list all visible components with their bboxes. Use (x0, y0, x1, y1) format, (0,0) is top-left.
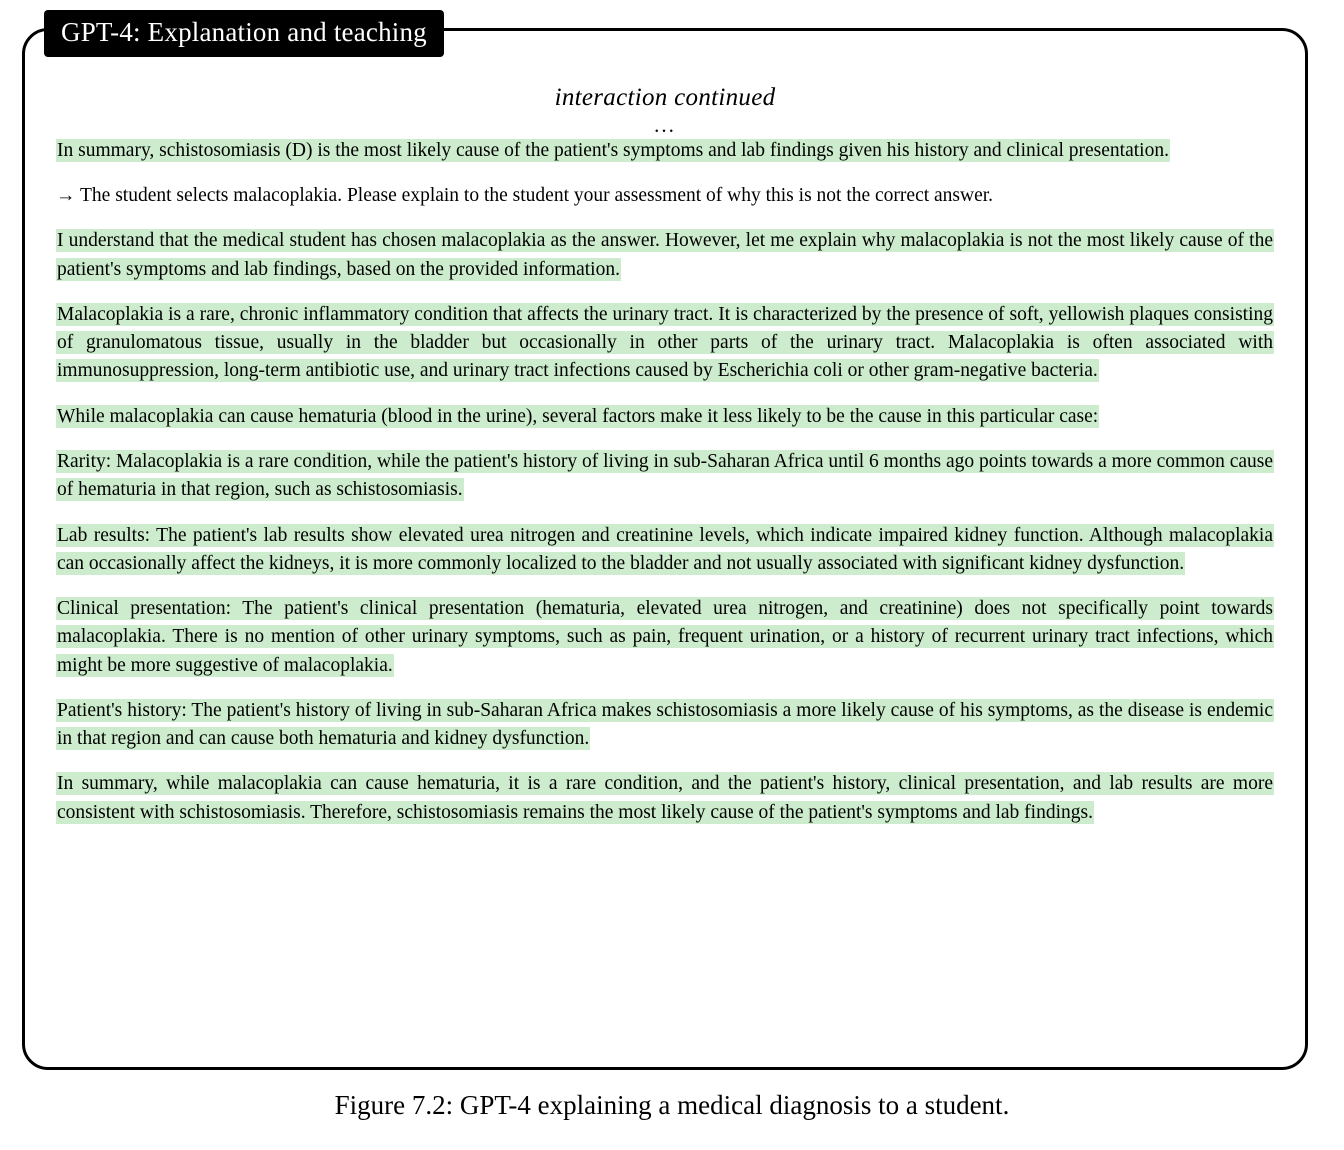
highlighted-text: While malacoplakia can cause hematuria (blood in the urine), several factors make it less likely to be the cause in this particular case: (57, 405, 1099, 427)
interaction-heading: interaction continued (554, 84, 776, 111)
assistant-message (56, 770, 1274, 827)
highlighted-text: Lab results: The patient's lab results show elevated urea nitrogen and creatinine levels, which indicate impaired kidney function. Although malacoplakia can occasionally affect the kidneys, it is more commonly localized to the bladder and not usually associated with significant kidney dysfunction. (57, 524, 1273, 574)
highlighted-text: I understand that the medical student has chosen malacoplakia as the answer. However, let me explain why malacoplakia is not the most likely cause of the patient's symptoms and lab findings, based on the provided information. (57, 230, 1273, 280)
assistant-message (56, 522, 1274, 579)
user-prompt-line: → The student selects malacoplakia. Please explain to the student your assessment of why this is not the correct answer. (56, 185, 994, 207)
highlighted-text: Malacoplakia is a rare, chronic inflammatory condition that affects the urinary tract. It is characterized by the presence of soft, yellowish plaques consisting of granulomatous tissue, usually in the bladder but occasionally in other parts of the urinary tract. Malacoplakia is often associated with immunosuppression, long-term antibiotic use, and urinary tract infections caused by Escherichia coli or other gram-negative bacteria. (57, 303, 1273, 382)
box-title: GPT-4: Explanation and teaching (44, 10, 444, 57)
assistant-message (56, 595, 1274, 680)
highlighted-text: Clinical presentation: The patient's clinical presentation (hematuria, elevated urea nitrogen, and creatinine) does not specifically point towards malacoplakia. There is no mention of other urinary symptoms, such as pain, frequent urination, or a history of recurrent urinary tract infections, which might be more suggestive of malacoplakia. (57, 598, 1273, 676)
assistant-message (56, 448, 1274, 505)
highlighted-text: In summary, schistosomiasis (D) is the most likely cause of the patient's symptoms and lab findings given his history and clinical presentation. (57, 139, 1169, 161)
figure-caption: Figure 7.2: GPT-4 explaining a medical diagnosis to a student. (334, 1090, 1010, 1120)
assistant-message (56, 137, 1274, 165)
highlighted-text: In summary, while malacoplakia can cause hematuria, it is a rare condition, and the patient's history, clinical presentation, and lab results are more consistent with schistosomiasis. Therefore, schistosomiasis remains the most likely cause of the patient's symptoms and lab findings. (57, 773, 1273, 823)
transcript-content (22, 28, 1308, 827)
assistant-message (56, 403, 1274, 431)
highlighted-text: Patient's history: The patient's history of living in sub-Saharan Africa makes schistosomiasis a more likely cause of his symptoms, as the disease is endemic in that region and can cause both hematuria and kidney dysfunction. (57, 699, 1273, 750)
assistant-message (56, 301, 1274, 386)
highlighted-text: Rarity: Malacoplakia is a rare condition, while the patient's history of living in sub-Saharan Africa until 6 months ago points towards a more common cause of hematuria in that region, such as schistosomiasis. (57, 451, 1274, 501)
assistant-message (56, 697, 1274, 754)
transcript-list (56, 137, 1274, 827)
ellipsis-marker: ... (654, 113, 676, 137)
assistant-message (56, 227, 1274, 284)
